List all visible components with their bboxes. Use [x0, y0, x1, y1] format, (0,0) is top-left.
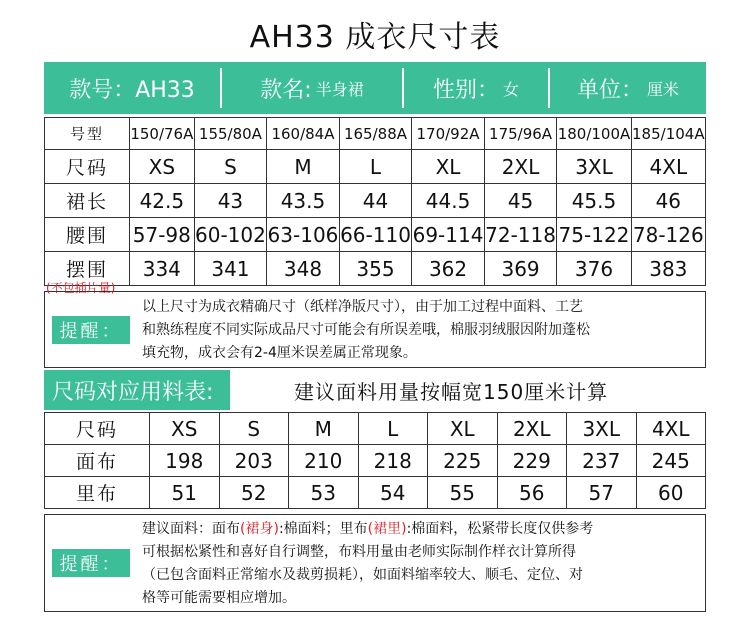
table-cell: 57-98 [130, 218, 195, 252]
table-cell: 180/100A [557, 118, 631, 150]
table-cell: 229 [497, 445, 567, 477]
row-header: 腰围 [45, 218, 130, 252]
tip-text [142, 518, 593, 610]
style-name [222, 68, 404, 108]
table-cell: 245 [636, 445, 706, 477]
table-cell: 355 [339, 252, 412, 286]
table-cell: 57 [567, 477, 637, 509]
table-cell: 52 [219, 477, 289, 509]
row-header: 号型 [45, 118, 130, 150]
tip-box-sizing [44, 291, 706, 368]
table-row [45, 118, 706, 150]
unit [550, 68, 706, 108]
table-cell: 218 [358, 445, 428, 477]
row-header: 尺码 [45, 413, 150, 445]
table-cell: 3XL [567, 413, 637, 445]
table-cell: 72-118 [484, 218, 557, 252]
table-cell: 45 [484, 184, 557, 218]
table-cell: 348 [267, 252, 340, 286]
table-cell: 334 [130, 252, 195, 286]
tip-line: 格等可能需要相应增加。 [142, 590, 296, 606]
table-cell: S [219, 413, 289, 445]
table-row [45, 477, 706, 509]
row-header: 裙长 [45, 184, 130, 218]
tip-line: 可根据松紧性和喜好自行调整，布料用量由老师实际制作样衣计算所得 [142, 544, 576, 560]
table-cell: 45.5 [557, 184, 631, 218]
table-cell: 42.5 [130, 184, 195, 218]
table-cell: 53 [289, 477, 359, 509]
tip-line: （已包含面料正常缩水及裁剪损耗），如面料缩率较大、顺毛、定位、对 [142, 567, 583, 583]
table-cell: 44.5 [412, 184, 485, 218]
row-header: 里布 [45, 477, 150, 509]
table-cell: 51 [150, 477, 220, 509]
table-cell: 46 [631, 184, 705, 218]
table-cell: 362 [412, 252, 485, 286]
table-cell: M [267, 150, 340, 184]
style-name-label: 款名: [260, 77, 312, 103]
table-cell: 3XL [557, 150, 631, 184]
unit-value: 厘米 [647, 79, 680, 99]
table-row [45, 445, 706, 477]
tip-segment: :棉面料，松紧带长度仅供参考 [406, 521, 594, 537]
row-header: 面布 [45, 445, 150, 477]
table-cell: 210 [289, 445, 359, 477]
table-cell: L [358, 413, 428, 445]
tip-text [142, 296, 590, 365]
gender-value: 女 [503, 79, 520, 99]
table-cell: 60 [636, 477, 706, 509]
table-cell: L [339, 150, 412, 184]
table-cell: 237 [567, 445, 637, 477]
table-cell: 54 [358, 477, 428, 509]
gender [404, 68, 550, 108]
table-cell: 44 [339, 184, 412, 218]
table-cell: 198 [150, 445, 220, 477]
size-table [44, 117, 706, 286]
table-cell: 43 [194, 184, 267, 218]
tip-box-fabric [44, 514, 706, 612]
table-cell: 75-122 [557, 218, 631, 252]
table-cell: 175/96A [484, 118, 557, 150]
table-cell: XL [412, 150, 485, 184]
table-cell: 170/92A [412, 118, 485, 150]
table-cell: 63-106 [267, 218, 340, 252]
table-cell: XS [150, 413, 220, 445]
gender-label: 性别： [432, 77, 499, 103]
tip-segment: :棉面料；里布 [278, 521, 368, 537]
style-number-label: 款号：AH33 [69, 77, 195, 103]
table-cell: 2XL [497, 413, 567, 445]
table-cell: 203 [219, 445, 289, 477]
tip-label: 提醒： [52, 316, 130, 344]
table-cell: 55 [428, 477, 498, 509]
fabric-table-subtitle: 建议面料用量按幅宽150厘米计算 [294, 379, 609, 404]
table-cell: 225 [428, 445, 498, 477]
tip-highlight-body: (裙身) [240, 521, 279, 537]
table-cell: 155/80A [194, 118, 267, 150]
style-number [44, 68, 222, 108]
table-cell: 2XL [484, 150, 557, 184]
table-cell: 341 [194, 252, 267, 286]
row-header: 尺码 [45, 150, 130, 184]
table-row [45, 184, 706, 218]
table-cell: 160/84A [267, 118, 340, 150]
fabric-table [44, 412, 706, 509]
table-cell: 60-102 [194, 218, 267, 252]
table-cell: M [289, 413, 359, 445]
table-cell: 165/88A [339, 118, 412, 150]
table-cell: S [194, 150, 267, 184]
table-cell: 185/104A [631, 118, 705, 150]
tip-highlight-lining: (裙里) [367, 521, 407, 537]
note-no-insert: (不包插片量) [46, 281, 116, 295]
row-header: 摆围 [45, 252, 130, 286]
table-row [45, 252, 706, 286]
tip-line: 以上尺寸为成衣精确尺寸（纸样净版尺寸），由于加工过程中面料、工艺 [142, 299, 583, 315]
tip-line [142, 518, 593, 541]
table-row [45, 150, 706, 184]
table-cell: 383 [631, 252, 705, 286]
table-cell: 4XL [631, 150, 705, 184]
style-info-bar [44, 62, 706, 114]
tip-line: 填充物，成衣会有2-4厘米误差属正常现象。 [142, 345, 417, 361]
table-cell: 78-126 [631, 218, 705, 252]
tip-segment: 建议面料：面布 [142, 521, 240, 537]
fabric-table-label: 尺码对应用料表: [44, 370, 230, 410]
table-row [45, 413, 706, 445]
table-cell: XS [130, 150, 195, 184]
table-cell: 69-114 [412, 218, 485, 252]
table-cell: 43.5 [267, 184, 340, 218]
table-cell: 4XL [636, 413, 706, 445]
table-cell: 150/76A [130, 118, 195, 150]
unit-label: 单位： [576, 77, 643, 103]
table-cell: 376 [557, 252, 631, 286]
page-title: AH33 成衣尺寸表 [249, 20, 501, 55]
style-name-value: 半身裙 [315, 79, 364, 99]
tip-label: 提醒： [52, 549, 130, 577]
table-cell: 66-110 [339, 218, 412, 252]
table-cell: 56 [497, 477, 567, 509]
table-row [45, 218, 706, 252]
table-cell: XL [428, 413, 498, 445]
tip-line: 和熟练程度不同实际成品尺寸可能会有所误差哦，棉服羽绒服因附加蓬松 [142, 322, 590, 338]
fabric-header [44, 370, 706, 410]
table-cell: 369 [484, 252, 557, 286]
